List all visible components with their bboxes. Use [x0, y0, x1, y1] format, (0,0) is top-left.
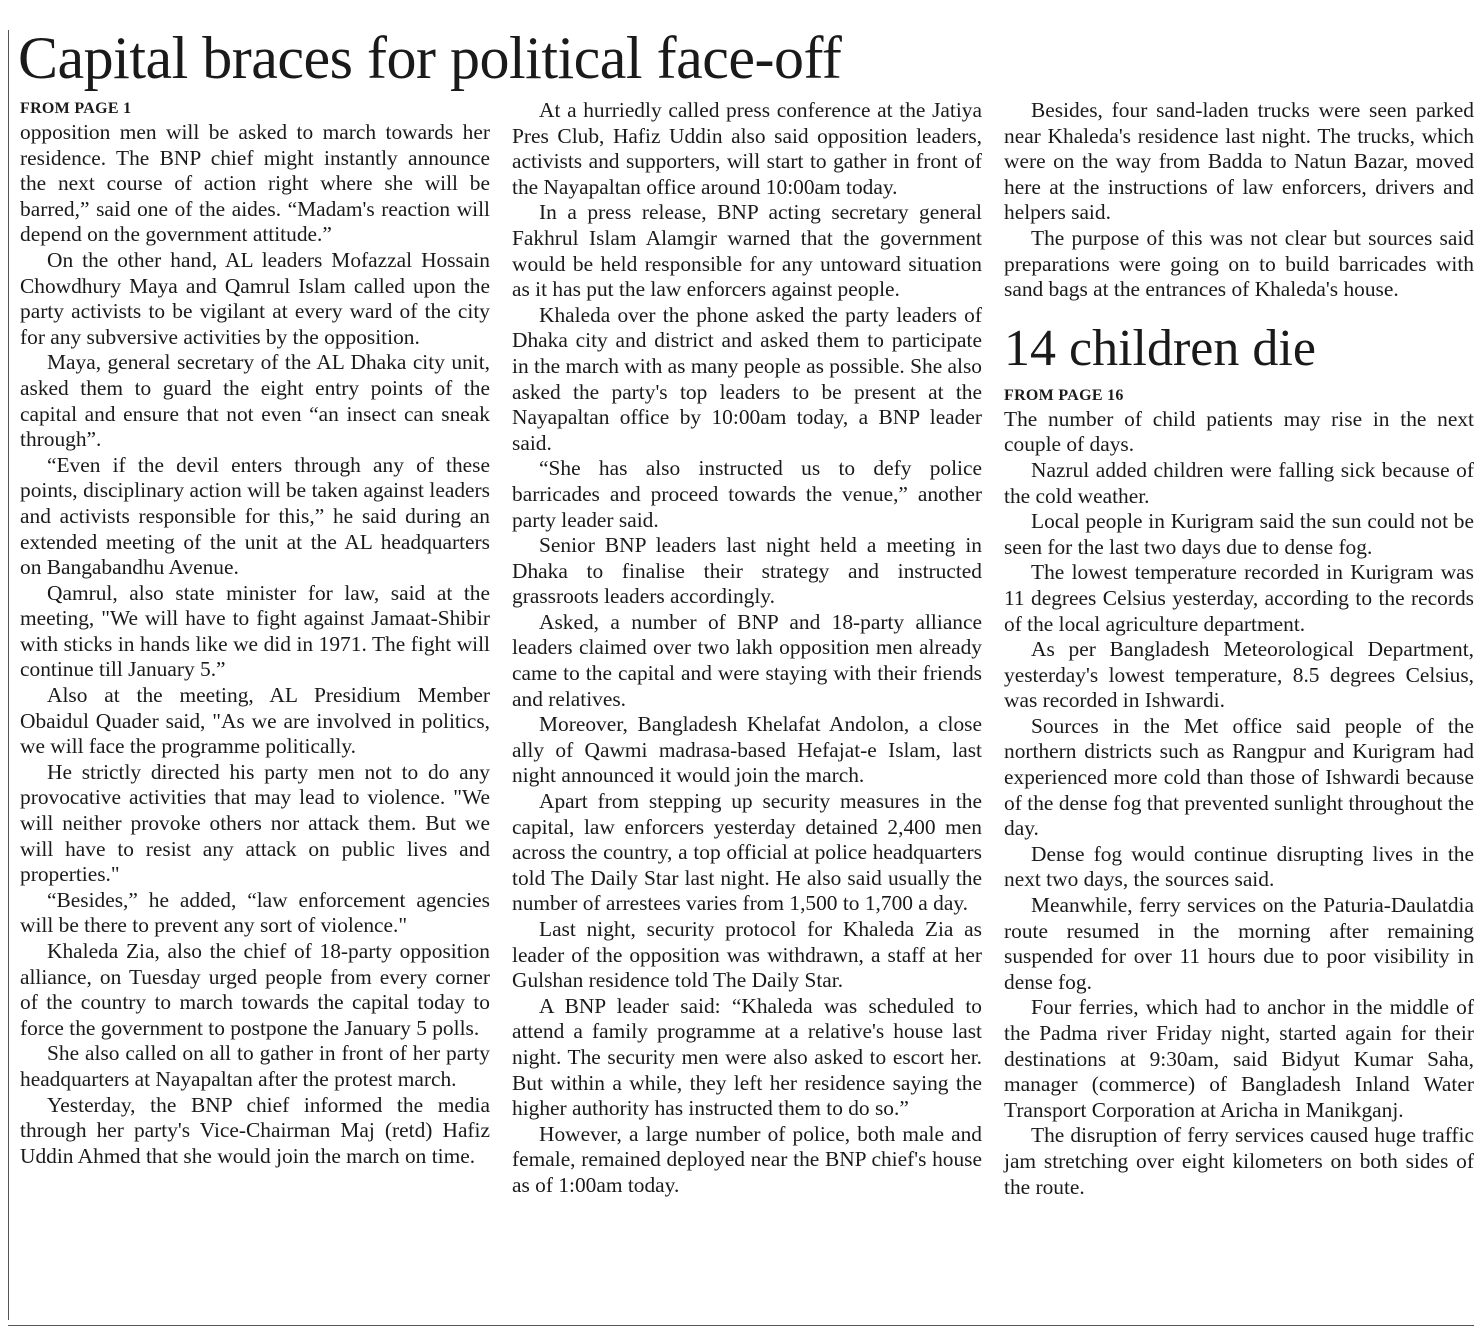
- paragraph: Apart from stepping up security measures in the capital, law enforcers yesterday detained 2,400 men across the country, a top official at police headquarters told The Daily Star last night. He also said usually the number of arrestees varies from 1,500 to 1,700 a day.: [512, 789, 982, 916]
- dateline-from-page-16: FROM PAGE 16: [1004, 386, 1124, 404]
- article1-column-1: [20, 98, 490, 1169]
- paragraph: “She has also instructed us to defy police barricades and proceed towards the venue,” another party leader said.: [512, 456, 982, 532]
- paragraph: Khaleda Zia, also the chief of 18-party opposition alliance, on Tuesday urged people from every corner of the country to march towards the capital today to force the government to postpone the January 5 polls.: [20, 939, 490, 1040]
- paragraph: Local people in Kurigram said the sun could not be seen for the last two days due to dense fog.: [1004, 509, 1474, 559]
- headline-14-children-die: 14 children die: [1004, 319, 1316, 377]
- paragraph: At a hurriedly called press conference at the Jatiya Pres Club, Hafiz Uddin also said opposition leaders, activists and supporters, will start to gather in front of the Nayapaltan office around 10:00am today.: [512, 98, 982, 199]
- paragraph: Also at the meeting, AL Presidium Member Obaidul Quader said, "As we are involved in politics, we will face the programme politically.: [20, 683, 490, 759]
- headline-capital-braces: Capital braces for political face-off: [18, 25, 842, 91]
- paragraph: Khaleda over the phone asked the party leaders of Dhaka city and district and asked them to participate in the march with as many people as possible. She also asked the party's top leaders to be present at the Nayapaltan office by 10:00am today, a BNP leader said.: [512, 302, 982, 455]
- paragraph: The purpose of this was not clear but sources said preparations were going on to build barricades with sand bags at the entrances of Khaleda's house.: [1004, 225, 1474, 302]
- paragraph: A BNP leader said: “Khaleda was scheduled to attend a family programme at a relative's house last night. The security men were also asked to escort her. But within a while, they left her residence saying the higher authority has instructed them to do so.”: [512, 993, 982, 1121]
- paragraph: opposition men will be asked to march towards her residence. The BNP chief might instantly announce the next course of action right where she will be barred,” said one of the aides. “Madam's reaction will depend on the government attitude.”: [20, 120, 490, 247]
- page-rule-bottom: [8, 1325, 1474, 1326]
- paragraph: She also called on all to gather in front of her party headquarters at Nayapaltan after the protest march.: [20, 1041, 490, 1091]
- paragraph: Asked, a number of BNP and 18-party alliance leaders claimed over two lakh opposition men already came to the capital and were staying with their friends and relatives.: [512, 609, 982, 711]
- paragraph: However, a large number of police, both male and female, remained deployed near the BNP chief's house as of 1:00am today.: [512, 1121, 982, 1197]
- paragraph: Qamrul, also state minister for law, said at the meeting, "We will have to fight against Jamaat-Shibir with sticks in hands like we did in 1971. The fight will continue till January 5.”: [20, 580, 490, 682]
- paragraph: Last night, security protocol for Khaleda Zia as leader of the opposition was withdrawn, a staff at her Gulshan residence told The Daily Star.: [512, 917, 982, 993]
- dateline-from-page-1: FROM PAGE 1: [20, 100, 132, 117]
- paragraph: “Even if the devil enters through any of these points, disciplinary action will be taken against leaders and activists responsible for this,” he said during an extended meeting of the unit at the AL headquarters on Bangabandhu Avenue.: [20, 452, 490, 580]
- paragraph: In a press release, BNP acting secretary general Fakhrul Islam Alamgir warned that the government would be held responsible for any untoward situation as it has put the law enforcers against people.: [512, 200, 982, 302]
- paragraph: Senior BNP leaders last night held a meeting in Dhaka to finalise their strategy and instructed grassroots leaders accordingly.: [512, 533, 982, 609]
- paragraph: Yesterday, the BNP chief informed the media through her party's Vice-Chairman Maj (retd) Hafiz Uddin Ahmed that she would join the march on time.: [20, 1092, 490, 1168]
- paragraph: Meanwhile, ferry services on the Paturia-Daulatdia route resumed in the morning after remaining suspended for over 11 hours due to poor visibility in dense fog.: [1004, 893, 1474, 994]
- paragraph: Maya, general secretary of the AL Dhaka city unit, asked them to guard the eight entry points of the capital and ensure that not even “an insect can sneak through”.: [20, 350, 490, 452]
- paragraph: Four ferries, which had to anchor in the middle of the Padma river Friday night, started again for their destinations at 9:30am, said Bidyut Kumar Saha, manager (commerce) of Bangladesh Inland Water Transport Corporation at Aricha in Manikganj.: [1004, 995, 1474, 1122]
- article1-column-2: [512, 98, 982, 1199]
- column-rule-left: [8, 30, 9, 1320]
- paragraph: Dense fog would continue disrupting lives in the next two days, the sources said.: [1004, 841, 1474, 892]
- paragraph: The lowest temperature recorded in Kurigram was 11 degrees Celsius yesterday, according to the records of the local agriculture department.: [1004, 560, 1474, 636]
- paragraph: The number of child patients may rise in the next couple of days.: [1004, 406, 1474, 457]
- paragraph: On the other hand, AL leaders Mofazzal Hossain Chowdhury Maya and Qamrul Islam called upon the party activists to be vigilant at every ward of the city for any subversive activities by the opposition.: [20, 247, 490, 349]
- paragraph: As per Bangladesh Meteorological Department, yesterday's lowest temperature, 8.5 degrees Celsius, was recorded in Ishwardi.: [1004, 637, 1474, 713]
- paragraph: Moreover, Bangladesh Khelafat Andolon, a close ally of Qawmi madrasa-based Hefajat-e Islam, last night announced it would join the march.: [512, 712, 982, 788]
- paragraph: He strictly directed his party men not to do any provocative activities that may lead to violence. "We will neither provoke others nor attack them. But we will have to resist any attack on public lives and properties.": [20, 759, 490, 887]
- paragraph: Nazrul added children were falling sick because of the cold weather.: [1004, 457, 1474, 508]
- paragraph: “Besides,” he added, “law enforcement agencies will be there to prevent any sort of violence.": [20, 887, 490, 938]
- paragraph: Besides, four sand-laden trucks were seen parked near Khaleda's residence last night. The trucks, which were on the way from Badda to Natun Bazar, moved here at the instructions of law enforcers, drivers and helpers said.: [1004, 98, 1474, 225]
- paragraph: The disruption of ferry services caused huge traffic jam stretching over eight kilometers on both sides of the route.: [1004, 1123, 1474, 1199]
- paragraph: Sources in the Met office said people of the northern districts such as Rangpur and Kurigram had experienced more cold than those of Ishwardi because of the dense fog that prevented sunlight throughout the day.: [1004, 713, 1474, 841]
- column-3: [1004, 98, 1474, 1200]
